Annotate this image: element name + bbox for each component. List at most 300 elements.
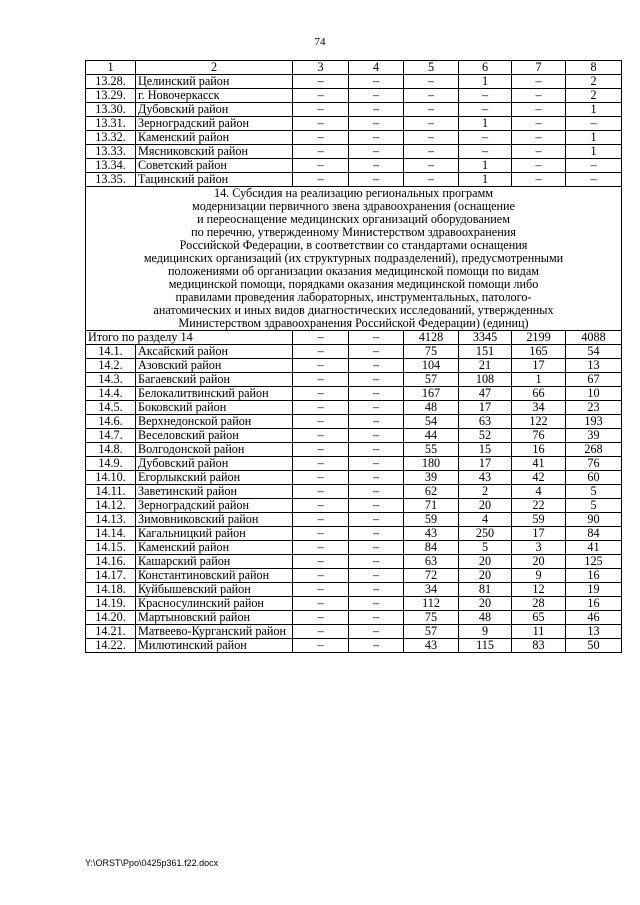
- district-name: Мартыновский район: [136, 611, 293, 625]
- value-cell: 13: [566, 625, 622, 639]
- value-cell: 90: [566, 513, 622, 527]
- district-name: Матвеево-Курганский район: [136, 625, 293, 639]
- value-cell: 59: [512, 513, 566, 527]
- value-cell: 34: [512, 401, 566, 415]
- district-name: Красносулинский район: [136, 597, 293, 611]
- value-cell: 9: [459, 625, 512, 639]
- value-cell: –: [293, 373, 349, 387]
- value-cell: –: [459, 89, 512, 103]
- value-cell: –: [459, 103, 512, 117]
- value-cell: 4: [512, 485, 566, 499]
- row-number: 13.29.: [86, 89, 136, 103]
- section-title-line: 14. Субсидия на реализацию региональных программ: [213, 186, 493, 200]
- value-cell: –: [349, 443, 404, 457]
- value-cell: –: [349, 457, 404, 471]
- table-row: [86, 471, 622, 485]
- row-number: 14.11.: [86, 485, 136, 499]
- value-cell: –: [349, 75, 404, 89]
- value-cell: –: [293, 597, 349, 611]
- value-cell: 16: [566, 569, 622, 583]
- district-name: Волгодонской район: [136, 443, 293, 457]
- district-name: Советский район: [136, 159, 293, 173]
- value-cell: 20: [459, 499, 512, 513]
- section-14-title: [86, 187, 622, 331]
- row-number: 14.22.: [86, 639, 136, 653]
- district-name: Дубовский район: [136, 103, 293, 117]
- value-cell: –: [512, 173, 566, 187]
- value-cell: –: [349, 159, 404, 173]
- value-cell: –: [349, 541, 404, 555]
- value-cell: 44: [404, 429, 459, 443]
- district-name: Боковский район: [136, 401, 293, 415]
- total-value: 3345: [459, 331, 512, 345]
- value-cell: 165: [512, 345, 566, 359]
- row-number: 14.19.: [86, 597, 136, 611]
- value-cell: 43: [404, 527, 459, 541]
- section-title-line: правилами проведения лабораторных, инструментальных, патолого-: [175, 290, 532, 304]
- district-name: Заветинский район: [136, 485, 293, 499]
- value-cell: 1: [566, 145, 622, 159]
- value-cell: –: [293, 471, 349, 485]
- value-cell: 52: [459, 429, 512, 443]
- column-header: 1: [86, 61, 136, 75]
- value-cell: –: [293, 159, 349, 173]
- value-cell: –: [404, 159, 459, 173]
- value-cell: –: [404, 131, 459, 145]
- value-cell: 84: [404, 541, 459, 555]
- value-cell: 2: [459, 485, 512, 499]
- value-cell: 55: [404, 443, 459, 457]
- value-cell: 20: [512, 555, 566, 569]
- value-cell: 112: [404, 597, 459, 611]
- value-cell: 22: [512, 499, 566, 513]
- value-cell: –: [349, 555, 404, 569]
- table-row: [86, 513, 622, 527]
- value-cell: 20: [459, 597, 512, 611]
- value-cell: 167: [404, 387, 459, 401]
- value-cell: –: [566, 173, 622, 187]
- table-row: [86, 611, 622, 625]
- section-title-row: [86, 187, 622, 331]
- value-cell: –: [349, 173, 404, 187]
- district-name: Егорлыкский район: [136, 471, 293, 485]
- table-row: [86, 569, 622, 583]
- value-cell: –: [293, 443, 349, 457]
- total-value: 4088: [566, 331, 622, 345]
- table-row: [86, 485, 622, 499]
- total-value: 4128: [404, 331, 459, 345]
- value-cell: 62: [404, 485, 459, 499]
- table-row: [86, 145, 622, 159]
- value-cell: –: [293, 415, 349, 429]
- table-row: [86, 359, 622, 373]
- value-cell: 1: [566, 103, 622, 117]
- value-cell: –: [566, 117, 622, 131]
- value-cell: –: [459, 145, 512, 159]
- value-cell: –: [349, 513, 404, 527]
- table-row: [86, 117, 622, 131]
- section-total-row: [86, 331, 622, 345]
- row-number: 14.5.: [86, 401, 136, 415]
- value-cell: 46: [566, 611, 622, 625]
- value-cell: 2: [566, 89, 622, 103]
- table-row: [86, 443, 622, 457]
- row-number: 14.10.: [86, 471, 136, 485]
- value-cell: –: [349, 583, 404, 597]
- value-cell: –: [404, 89, 459, 103]
- value-cell: –: [404, 103, 459, 117]
- value-cell: 125: [566, 555, 622, 569]
- row-number: 14.18.: [86, 583, 136, 597]
- row-number: 13.28.: [86, 75, 136, 89]
- total-label: Итого по разделу 14: [86, 331, 293, 345]
- row-number: 14.2.: [86, 359, 136, 373]
- value-cell: 1: [566, 131, 622, 145]
- value-cell: 180: [404, 457, 459, 471]
- value-cell: 34: [404, 583, 459, 597]
- value-cell: 67: [566, 373, 622, 387]
- value-cell: –: [293, 541, 349, 555]
- value-cell: –: [349, 485, 404, 499]
- value-cell: –: [293, 345, 349, 359]
- value-cell: 76: [566, 457, 622, 471]
- value-cell: 20: [459, 555, 512, 569]
- row-number: 14.14.: [86, 527, 136, 541]
- value-cell: 41: [566, 541, 622, 555]
- value-cell: –: [349, 89, 404, 103]
- value-cell: 48: [459, 611, 512, 625]
- value-cell: 1: [459, 159, 512, 173]
- row-number: 13.33.: [86, 145, 136, 159]
- section-title-line: модернизации первичного звена здравоохранения (оснащение: [192, 199, 515, 213]
- value-cell: –: [404, 75, 459, 89]
- row-number: 14.12.: [86, 499, 136, 513]
- table-row: [86, 625, 622, 639]
- value-cell: 1: [459, 173, 512, 187]
- district-name: Зерноградский район: [136, 117, 293, 131]
- value-cell: 13: [566, 359, 622, 373]
- district-name: Зимовниковский район: [136, 513, 293, 527]
- value-cell: 15: [459, 443, 512, 457]
- value-cell: –: [293, 131, 349, 145]
- table-row: [86, 373, 622, 387]
- value-cell: 5: [566, 485, 622, 499]
- subsidy-table: [85, 60, 622, 653]
- value-cell: 122: [512, 415, 566, 429]
- row-number: 14.20.: [86, 611, 136, 625]
- district-name: Тацинский район: [136, 173, 293, 187]
- value-cell: 17: [459, 457, 512, 471]
- value-cell: –: [349, 131, 404, 145]
- value-cell: 65: [512, 611, 566, 625]
- value-cell: –: [512, 75, 566, 89]
- value-cell: 39: [566, 429, 622, 443]
- table-row: [86, 527, 622, 541]
- value-cell: 5: [459, 541, 512, 555]
- district-name: Веселовский район: [136, 429, 293, 443]
- value-cell: 48: [404, 401, 459, 415]
- value-cell: –: [293, 103, 349, 117]
- column-header: 2: [136, 61, 293, 75]
- value-cell: –: [349, 499, 404, 513]
- row-number: 14.6.: [86, 415, 136, 429]
- value-cell: 250: [459, 527, 512, 541]
- district-name: Милютинский район: [136, 639, 293, 653]
- row-number: 14.16.: [86, 555, 136, 569]
- value-cell: 12: [512, 583, 566, 597]
- district-name: Зерноградский район: [136, 499, 293, 513]
- value-cell: –: [349, 345, 404, 359]
- value-cell: –: [404, 117, 459, 131]
- value-cell: –: [349, 401, 404, 415]
- value-cell: –: [512, 145, 566, 159]
- column-header: 5: [404, 61, 459, 75]
- table-row: [86, 75, 622, 89]
- value-cell: –: [349, 527, 404, 541]
- value-cell: 17: [459, 401, 512, 415]
- district-name: Целинский район: [136, 75, 293, 89]
- table-row: [86, 159, 622, 173]
- value-cell: 10: [566, 387, 622, 401]
- value-cell: 43: [404, 639, 459, 653]
- district-name: Дубовский район: [136, 457, 293, 471]
- value-cell: –: [293, 89, 349, 103]
- table-row: [86, 597, 622, 611]
- section-title-line: и переоснащение медицинских организаций оборудованием: [197, 212, 510, 226]
- value-cell: –: [293, 359, 349, 373]
- value-cell: –: [349, 145, 404, 159]
- value-cell: 47: [459, 387, 512, 401]
- column-header: 7: [512, 61, 566, 75]
- value-cell: 17: [512, 359, 566, 373]
- district-name: Константиновский район: [136, 569, 293, 583]
- value-cell: –: [349, 103, 404, 117]
- value-cell: –: [512, 89, 566, 103]
- table-row: [86, 131, 622, 145]
- value-cell: 19: [566, 583, 622, 597]
- total-value: –: [349, 331, 404, 345]
- table-row: [86, 639, 622, 653]
- value-cell: –: [293, 569, 349, 583]
- value-cell: –: [566, 159, 622, 173]
- value-cell: 71: [404, 499, 459, 513]
- district-name: Азовский район: [136, 359, 293, 373]
- value-cell: –: [293, 117, 349, 131]
- value-cell: 57: [404, 625, 459, 639]
- value-cell: 17: [512, 527, 566, 541]
- value-cell: 16: [512, 443, 566, 457]
- value-cell: 108: [459, 373, 512, 387]
- value-cell: –: [349, 471, 404, 485]
- section-title-line: Российской Федерации, в соответствии со стандартами оснащения: [179, 238, 528, 252]
- section-title-line: анатомических и иных видов диагностических исследований, утвержденных: [153, 303, 554, 317]
- value-cell: –: [349, 597, 404, 611]
- section-title-line: медицинских организаций (их структурных подразделений), предусмотренными: [143, 251, 564, 265]
- value-cell: 54: [566, 345, 622, 359]
- value-cell: –: [293, 401, 349, 415]
- value-cell: –: [293, 429, 349, 443]
- value-cell: –: [349, 359, 404, 373]
- row-number: 14.1.: [86, 345, 136, 359]
- section-title-line: Министерством здравоохранения Российской Федерации) (единиц): [178, 316, 529, 330]
- value-cell: 23: [566, 401, 622, 415]
- value-cell: –: [293, 555, 349, 569]
- row-number: 14.4.: [86, 387, 136, 401]
- district-name: Каменский район: [136, 131, 293, 145]
- district-name: Каменский район: [136, 541, 293, 555]
- value-cell: 268: [566, 443, 622, 457]
- value-cell: –: [349, 373, 404, 387]
- value-cell: –: [293, 625, 349, 639]
- row-number: 14.17.: [86, 569, 136, 583]
- value-cell: –: [459, 131, 512, 145]
- value-cell: –: [293, 611, 349, 625]
- value-cell: –: [404, 173, 459, 187]
- value-cell: 72: [404, 569, 459, 583]
- value-cell: 151: [459, 345, 512, 359]
- value-cell: 1: [459, 75, 512, 89]
- district-name: г. Новочеркасск: [136, 89, 293, 103]
- value-cell: –: [293, 583, 349, 597]
- value-cell: 84: [566, 527, 622, 541]
- value-cell: 43: [459, 471, 512, 485]
- value-cell: 75: [404, 611, 459, 625]
- section-title-line: положениями об организации оказания медицинской помощи по видам: [168, 264, 539, 278]
- total-value: –: [293, 331, 349, 345]
- district-name: Кашарский район: [136, 555, 293, 569]
- value-cell: –: [293, 387, 349, 401]
- value-cell: 115: [459, 639, 512, 653]
- value-cell: –: [293, 145, 349, 159]
- column-header-row: [86, 61, 622, 75]
- table-row: [86, 173, 622, 187]
- value-cell: 28: [512, 597, 566, 611]
- value-cell: –: [404, 145, 459, 159]
- row-number: 13.30.: [86, 103, 136, 117]
- table-row: [86, 345, 622, 359]
- value-cell: –: [512, 103, 566, 117]
- value-cell: –: [349, 611, 404, 625]
- value-cell: –: [293, 75, 349, 89]
- value-cell: 3: [512, 541, 566, 555]
- value-cell: –: [349, 569, 404, 583]
- value-cell: 41: [512, 457, 566, 471]
- district-name: Аксайский район: [136, 345, 293, 359]
- row-number: 14.8.: [86, 443, 136, 457]
- column-header: 6: [459, 61, 512, 75]
- value-cell: 21: [459, 359, 512, 373]
- table-row: [86, 429, 622, 443]
- section-title-line: по перечню, утвержденному Министерством здравоохранения: [191, 225, 516, 239]
- row-number: 14.9.: [86, 457, 136, 471]
- value-cell: 75: [404, 345, 459, 359]
- district-name: Багаевский район: [136, 373, 293, 387]
- column-header: 4: [349, 61, 404, 75]
- value-cell: 104: [404, 359, 459, 373]
- value-cell: 20: [459, 569, 512, 583]
- value-cell: 5: [566, 499, 622, 513]
- value-cell: 11: [512, 625, 566, 639]
- table-row: [86, 103, 622, 117]
- value-cell: 81: [459, 583, 512, 597]
- page-number: 74: [314, 36, 326, 48]
- row-number: 13.31.: [86, 117, 136, 131]
- table-row: [86, 89, 622, 103]
- value-cell: 1: [459, 117, 512, 131]
- table-row: [86, 583, 622, 597]
- row-number: 13.35.: [86, 173, 136, 187]
- value-cell: –: [512, 159, 566, 173]
- section-title-line: медицинской помощи, порядками оказания медицинской помощи либо: [168, 277, 539, 291]
- value-cell: 66: [512, 387, 566, 401]
- table-row: [86, 499, 622, 513]
- value-cell: 63: [404, 555, 459, 569]
- value-cell: 39: [404, 471, 459, 485]
- district-name: Верхнедонской район: [136, 415, 293, 429]
- table-row: [86, 541, 622, 555]
- district-name: Куйбышевский район: [136, 583, 293, 597]
- value-cell: 50: [566, 639, 622, 653]
- row-number: 14.3.: [86, 373, 136, 387]
- value-cell: 2: [566, 75, 622, 89]
- value-cell: –: [512, 131, 566, 145]
- value-cell: 4: [459, 513, 512, 527]
- value-cell: 193: [566, 415, 622, 429]
- value-cell: –: [293, 499, 349, 513]
- value-cell: 42: [512, 471, 566, 485]
- table-row: [86, 401, 622, 415]
- value-cell: –: [349, 625, 404, 639]
- value-cell: 54: [404, 415, 459, 429]
- district-name: Мясниковский район: [136, 145, 293, 159]
- row-number: 13.34.: [86, 159, 136, 173]
- row-number: 14.21.: [86, 625, 136, 639]
- column-header: 8: [566, 61, 622, 75]
- value-cell: –: [293, 457, 349, 471]
- district-name: Кагальницкий район: [136, 527, 293, 541]
- value-cell: –: [349, 117, 404, 131]
- table-row: [86, 415, 622, 429]
- column-header: 3: [293, 61, 349, 75]
- row-number: 13.32.: [86, 131, 136, 145]
- value-cell: –: [349, 639, 404, 653]
- value-cell: 76: [512, 429, 566, 443]
- value-cell: –: [293, 639, 349, 653]
- row-number: 14.15.: [86, 541, 136, 555]
- table-row: [86, 555, 622, 569]
- value-cell: 60: [566, 471, 622, 485]
- value-cell: 1: [512, 373, 566, 387]
- total-value: 2199: [512, 331, 566, 345]
- value-cell: –: [512, 117, 566, 131]
- value-cell: 9: [512, 569, 566, 583]
- value-cell: –: [349, 429, 404, 443]
- value-cell: –: [293, 173, 349, 187]
- row-number: 14.13.: [86, 513, 136, 527]
- district-name: Белокалитвинский район: [136, 387, 293, 401]
- table-row: [86, 387, 622, 401]
- table-row: [86, 457, 622, 471]
- value-cell: –: [293, 513, 349, 527]
- value-cell: 57: [404, 373, 459, 387]
- value-cell: –: [293, 485, 349, 499]
- value-cell: –: [349, 415, 404, 429]
- value-cell: –: [293, 527, 349, 541]
- row-number: 14.7.: [86, 429, 136, 443]
- value-cell: 63: [459, 415, 512, 429]
- value-cell: 83: [512, 639, 566, 653]
- value-cell: 16: [566, 597, 622, 611]
